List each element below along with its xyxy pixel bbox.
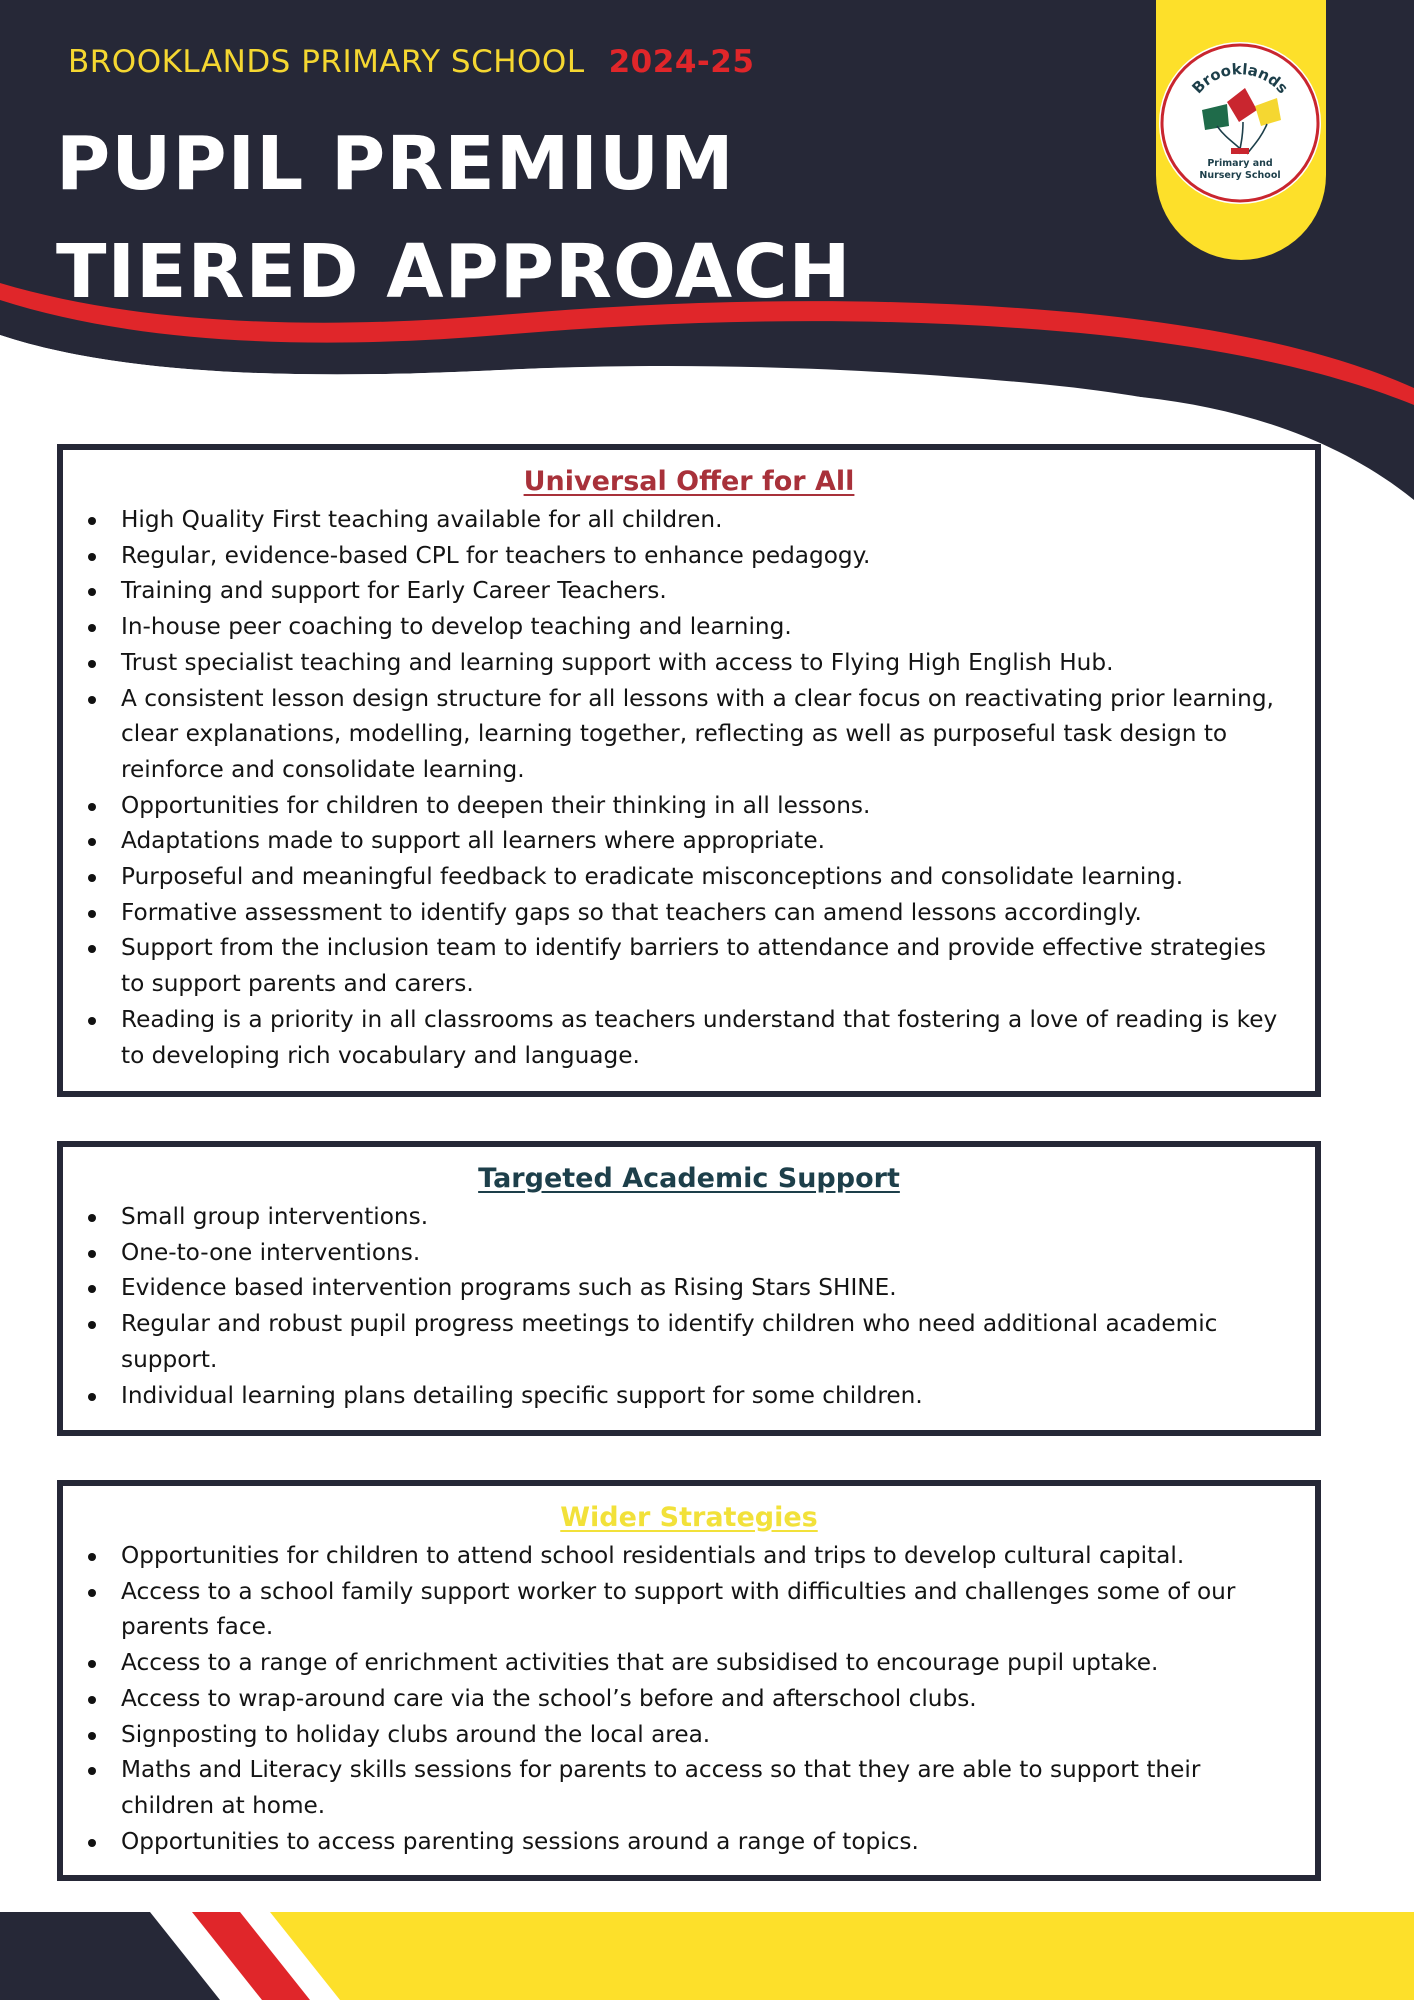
list-item: Trust specialist teaching and learning support with access to Flying High English Hub.	[85, 645, 1293, 681]
list-item: Regular, evidence-based CPL for teachers to enhance pedagogy.	[85, 538, 1293, 574]
list-item: Individual learning plans detailing specific support for some children.	[85, 1378, 1293, 1414]
list-item: One-to-one interventions.	[85, 1235, 1293, 1271]
list-item: In-house peer coaching to develop teaching and learning.	[85, 609, 1293, 645]
footer-stripes	[0, 1912, 1414, 2000]
list-item: Evidence based intervention programs such as Rising Stars SHINE.	[85, 1270, 1293, 1306]
bullet-list	[85, 502, 1293, 1073]
list-item: Adaptations made to support all learners where appropriate.	[85, 823, 1293, 859]
list-item: Access to a range of enrichment activities that are subsidised to encourage pupil uptake.	[85, 1645, 1293, 1681]
list-item: Purposeful and meaningful feedback to eradicate misconceptions and consolidate learning.	[85, 859, 1293, 895]
list-item: Support from the inclusion team to identify barriers to attendance and provide effective strategies to support parents and carers.	[85, 930, 1293, 1001]
list-item: Opportunities for children to deepen their thinking in all lessons.	[85, 788, 1293, 824]
school-heading	[68, 44, 754, 80]
school-logo	[1157, 40, 1323, 206]
title-line-1: PUPIL PREMIUM	[56, 121, 735, 207]
list-item: Opportunities to access parenting sessions around a range of topics.	[85, 1824, 1293, 1860]
list-item: Formative assessment to identify gaps so that teachers can amend lessons accordingly.	[85, 895, 1293, 931]
bullet-list	[85, 1538, 1293, 1859]
panel-title: Targeted Academic Support	[478, 1163, 900, 1194]
list-item: Small group interventions.	[85, 1199, 1293, 1235]
logo-subtitle-2: Nursery School	[1199, 170, 1281, 181]
list-item: Maths and Literacy skills sessions for parents to access so that they are able to support their children at home.	[85, 1752, 1293, 1823]
title-line-2: TIERED APPROACH	[56, 229, 852, 315]
panel-title: Wider Strategies	[560, 1502, 818, 1533]
page-title	[56, 110, 851, 326]
list-item: A consistent lesson design structure for all lessons with a clear focus on reactivating prior learning, clear explanations, modelling, learning together, reflecting as well as purposeful task design to reinforce and consolidate learning.	[85, 681, 1293, 788]
school-name: BROOKLANDS PRIMARY SCHOOL	[68, 44, 585, 80]
list-item: Regular and robust pupil progress meetings to identify children who need additional academic support.	[85, 1306, 1293, 1377]
list-item: Access to a school family support worker to support with difficulties and challenges some of our parents face.	[85, 1574, 1293, 1645]
logo-name: Brooklands	[1188, 60, 1292, 98]
panel-wider-strategies	[57, 1480, 1321, 1881]
list-item: Signposting to holiday clubs around the local area.	[85, 1717, 1293, 1753]
logo-subtitle-1: Primary and	[1207, 158, 1273, 169]
bullet-list	[85, 1199, 1293, 1413]
panel-targeted-support	[57, 1141, 1321, 1436]
list-item: Access to wrap-around care via the school’s before and afterschool clubs.	[85, 1681, 1293, 1717]
list-item: Training and support for Early Career Teachers.	[85, 573, 1293, 609]
list-item: Opportunities for children to attend school residentials and trips to develop cultural capital.	[85, 1538, 1293, 1574]
panel-title: Universal Offer for All	[523, 466, 855, 497]
list-item: Reading is a priority in all classrooms as teachers understand that fostering a love of reading is key to developing rich vocabulary and language.	[85, 1002, 1293, 1073]
panel-universal-offer	[57, 444, 1321, 1097]
list-item: High Quality First teaching available for all children.	[85, 502, 1293, 538]
school-year: 2024-25	[608, 44, 755, 80]
